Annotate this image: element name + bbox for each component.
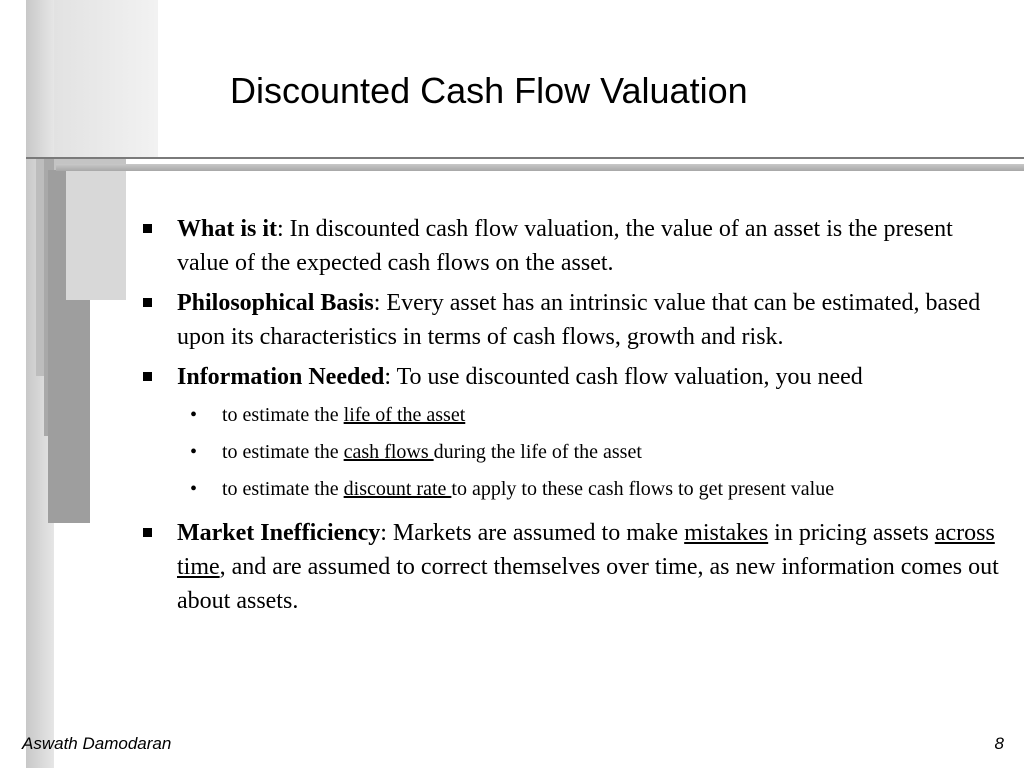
bullet-text: : In discounted cash flow valuation, the value of an asset is the present value of the expected cash flows on the asset. <box>177 216 953 276</box>
sub-bullet-prefix: to estimate the <box>222 441 344 463</box>
sub-bullet-underlined: cash flows <box>343 441 434 463</box>
sub-bullet-suffix: during the life of the asset <box>433 441 642 463</box>
bullet-philosophical-basis <box>140 286 1000 354</box>
title-rule <box>26 157 1024 159</box>
bullet-text: : To use discounted cash flow valuation, you need <box>384 364 863 390</box>
slide-title: Discounted Cash Flow Valuation <box>230 70 748 111</box>
dot-bullet-icon: • <box>190 478 198 500</box>
sub-bullet-prefix: to estimate the <box>222 404 344 426</box>
sub-bullet-suffix: to apply to these cash flows to get present value <box>451 478 835 500</box>
sub-bullet-cash-flows <box>140 437 962 467</box>
bullet-term: Market Inefficiency <box>177 520 381 546</box>
bullet-text-b: in pricing assets <box>768 520 935 546</box>
sub-bullet-prefix: to estimate the <box>222 478 344 500</box>
square-bullet-icon <box>143 224 152 233</box>
underlined-across-time: across time <box>177 520 995 580</box>
underlined-mistakes: mistakes <box>684 520 769 546</box>
sub-bullet-discount-rate <box>140 474 962 504</box>
bullet-what-is-it <box>140 212 1000 280</box>
bullet-information-needed <box>140 360 947 394</box>
bullet-text-a: : Markets are assumed to make <box>380 520 685 546</box>
bullet-term: What is it <box>177 216 278 242</box>
bullet-text: : Every asset has an intrinsic value that can be estimated, based upon its characteristics in terms of cash flows, growth and risk. <box>177 290 981 350</box>
bullet-market-inefficiency <box>140 516 1000 618</box>
bullet-term: Information Needed <box>177 364 385 390</box>
bullet-term: Philosophical Basis <box>177 290 374 316</box>
title-rule-shadow <box>56 164 1024 171</box>
bullet-text-c: , and are assumed to correct themselves over time, as new information comes out about assets. <box>177 554 999 614</box>
square-bullet-icon <box>143 298 152 307</box>
dot-bullet-icon: • <box>190 404 198 426</box>
dot-bullet-icon: • <box>190 441 198 463</box>
decor-bar-6 <box>66 170 126 300</box>
sub-bullet-underlined: discount rate <box>343 478 452 500</box>
square-bullet-icon <box>143 372 152 381</box>
slide-content <box>140 212 1000 624</box>
sub-bullet-life <box>140 400 962 430</box>
square-bullet-icon <box>143 528 152 537</box>
decor-bar-2 <box>54 0 158 158</box>
footer-author: Aswath Damodaran <box>22 734 172 753</box>
footer-page-number: 8 <box>994 734 1004 753</box>
sub-bullet-underlined: life of the asset <box>343 404 466 426</box>
